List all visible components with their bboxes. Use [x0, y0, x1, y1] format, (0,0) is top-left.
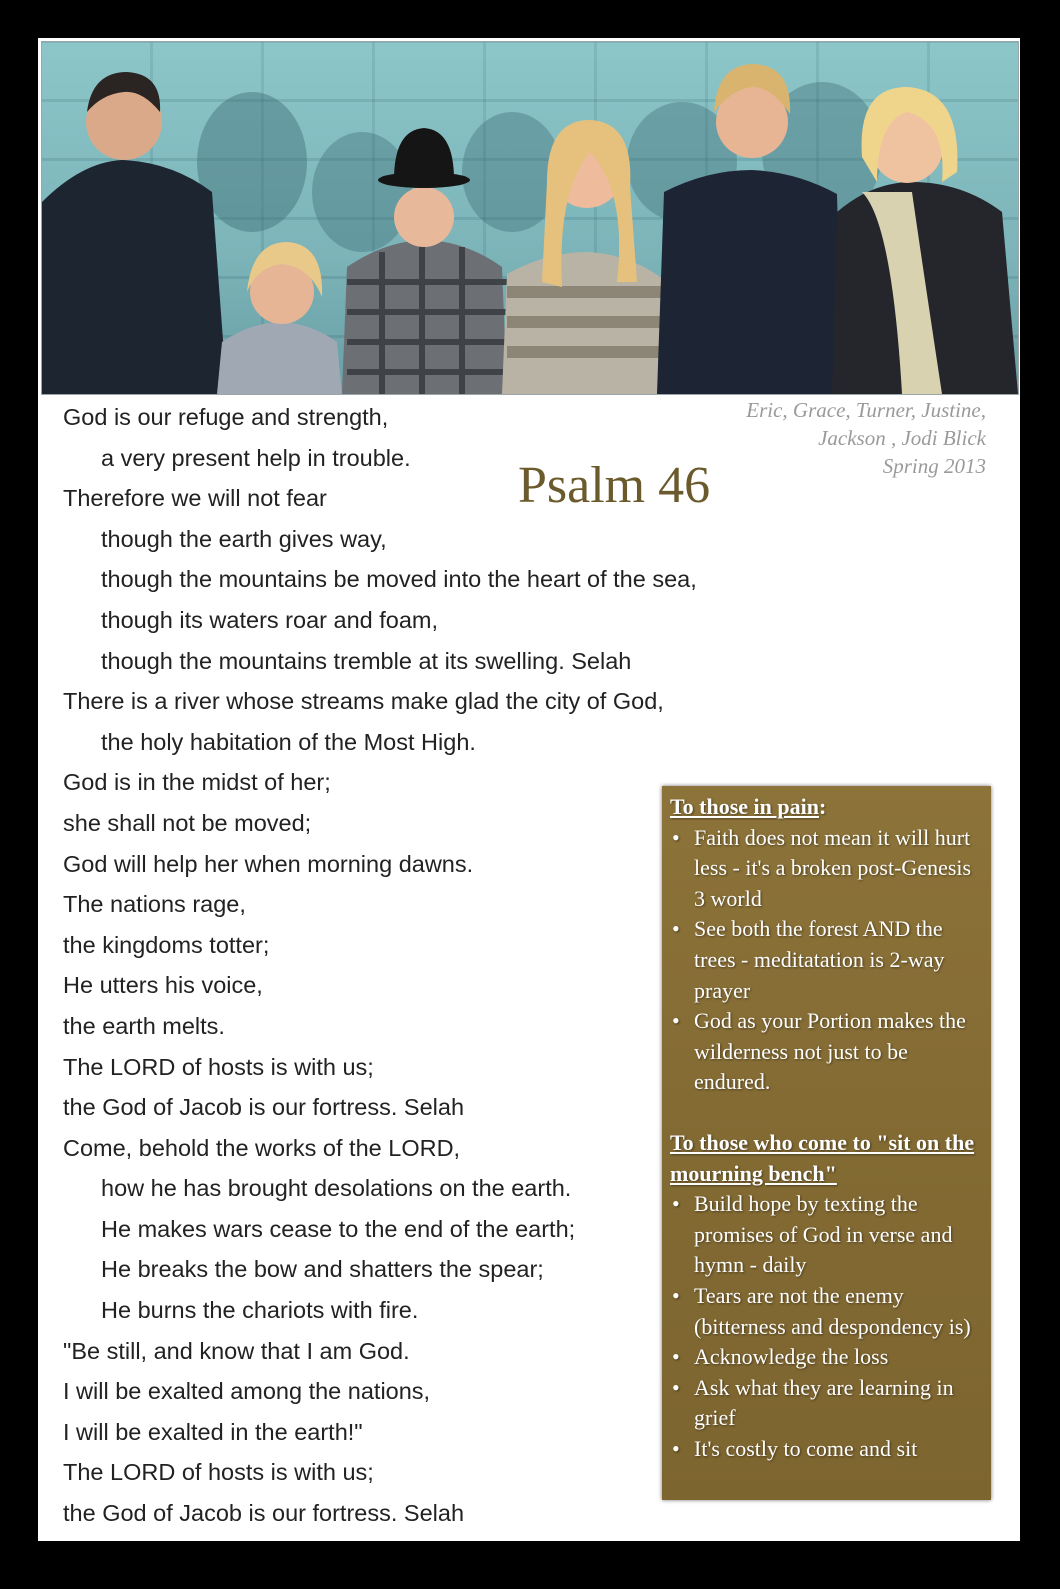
caption-line: Eric, Grace, Turner, Justine, [746, 398, 986, 422]
page-card [38, 38, 1020, 1541]
page-title: Psalm 46 [518, 457, 711, 514]
section-heading-colon: : [818, 794, 827, 819]
psalm-line: though the mountains tremble at its swelling. Selah [101, 647, 632, 674]
section-list [670, 1189, 985, 1464]
bullet-item: • Faith does not mean it will hurt less - it's a broken post-Genesis 3 world [670, 823, 985, 915]
psalm-line: the earth melts. [63, 1012, 225, 1039]
psalm-line: how he has brought desolations on the earth. [101, 1175, 572, 1202]
caption-line: Spring 2013 [882, 454, 986, 478]
psalm-line: The nations rage, [63, 891, 246, 918]
psalm-line: the God of Jacob is our fortress. Selah [63, 1500, 465, 1527]
psalm-line: He utters his voice, [63, 972, 263, 999]
psalm-line: The LORD of hosts is with us; [63, 1053, 374, 1080]
psalm-line: He makes wars cease to the end of the earth; [101, 1215, 576, 1242]
bullet-item: • It's costly to come and sit [670, 1434, 985, 1465]
bullet-item: • Ask what they are learning in grief [670, 1373, 985, 1434]
psalm-text [63, 397, 703, 1534]
psalm-line: God is our refuge and strength, [63, 404, 389, 430]
bullet-item: • God as your Portion makes the wilderness not just to be endured. [670, 1006, 985, 1098]
caption-line: Jackson , Jodi Blick [818, 426, 986, 450]
psalm-line: God is in the midst of her; [63, 769, 331, 796]
psalm-line: "Be still, and know that I am God. [63, 1337, 410, 1364]
psalm-line: the kingdoms totter; [63, 931, 270, 958]
bullet-item: • Acknowledge the loss [670, 1342, 985, 1373]
psalm-line: though its waters roar and foam, [101, 606, 439, 633]
psalm-line: I will be exalted in the earth!" [63, 1418, 363, 1445]
bullet-item: • Build hope by texting the promises of God in verse and hymn - daily [670, 1189, 985, 1281]
section-heading-text: To those in pain [670, 794, 819, 819]
section-heading: To those who come to "sit on the mourning bench" [670, 1129, 975, 1186]
psalm-line: a very present help in trouble. [101, 444, 411, 471]
psalm-line: though the earth gives way, [101, 525, 387, 552]
section-spacer [670, 1098, 985, 1128]
family-photo [41, 41, 1019, 395]
section-heading [670, 792, 985, 823]
sidebar-notes [662, 786, 991, 1500]
psalm-line: though the mountains be moved into the heart of the sea, [101, 566, 697, 593]
psalm-line: He breaks the bow and shatters the spear; [101, 1256, 544, 1283]
bullet-item: • Tears are not the enemy (bitterness and despondency is) [670, 1281, 985, 1342]
psalm-line: He burns the chariots with fire. [101, 1297, 419, 1324]
psalm-line: I will be exalted among the nations, [63, 1378, 431, 1405]
psalm-line: God will help her when morning dawns. [63, 850, 474, 877]
bullet-item: • See both the forest AND the trees - meditatation is 2-way prayer [670, 914, 985, 1006]
psalm-line: There is a river whose streams make glad the city of God, [63, 688, 664, 715]
psalm-line: Come, behold the works of the LORD, [63, 1134, 461, 1161]
photo-caption [746, 396, 986, 480]
psalm-line: The LORD of hosts is with us; [63, 1459, 374, 1486]
psalm-line: the God of Jacob is our fortress. Selah [63, 1094, 465, 1121]
section-list [670, 823, 985, 1098]
psalm-line: the holy habitation of the Most High. [101, 728, 476, 755]
family-photo-illustration [42, 42, 1018, 394]
psalm-line: Therefore we will not fear [63, 485, 327, 512]
psalm-line: she shall not be moved; [63, 809, 312, 836]
